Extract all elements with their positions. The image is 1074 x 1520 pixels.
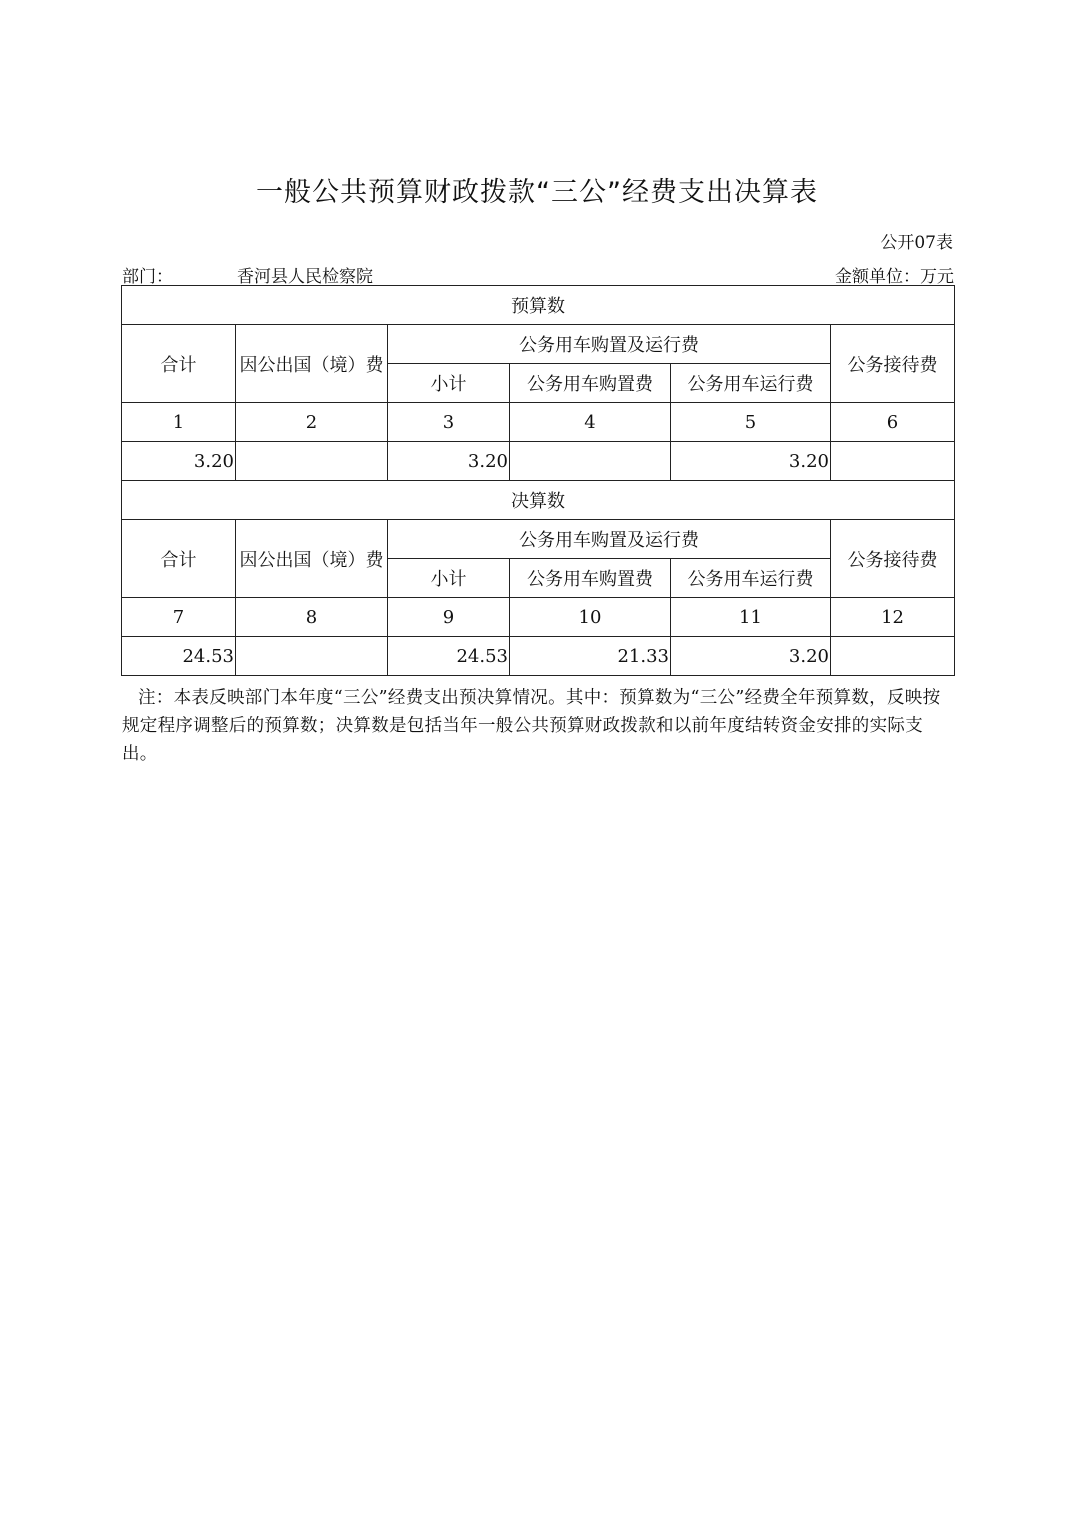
page-title: 一般公共预算财政拨款“三公”经费支出决算表 xyxy=(256,177,818,208)
final-index-row xyxy=(122,598,955,637)
final-section-row xyxy=(122,481,955,520)
index-cell: 4 xyxy=(510,403,671,442)
index-cell: 1 xyxy=(122,403,236,442)
budget-col-subtotal: 小计 xyxy=(388,364,510,403)
index-cell: 8 xyxy=(236,598,388,637)
budget-col-running: 公务用车运行费 xyxy=(671,364,831,403)
index-cell: 9 xyxy=(388,598,510,637)
final-col-reception: 公务接待费 xyxy=(831,520,955,598)
value-cell xyxy=(831,637,955,676)
value-cell: 24.53 xyxy=(122,637,236,676)
final-col-vehicle-group: 公务用车购置及运行费 xyxy=(388,520,831,559)
budget-col-total: 合计 xyxy=(122,325,236,403)
budget-col-vehicle-group: 公务用车购置及运行费 xyxy=(388,325,831,364)
value-cell: 21.33 xyxy=(510,637,671,676)
budget-value-row xyxy=(122,442,955,481)
final-col-subtotal: 小计 xyxy=(388,559,510,598)
index-cell: 7 xyxy=(122,598,236,637)
final-section-label: 决算数 xyxy=(122,481,955,520)
value-cell xyxy=(831,442,955,481)
index-cell: 11 xyxy=(671,598,831,637)
department-name: 香河县人民检察院 xyxy=(237,267,373,287)
value-cell xyxy=(510,442,671,481)
budget-col-reception: 公务接待费 xyxy=(831,325,955,403)
footnote: 注：本表反映部门本年度“三公”经费支出预决算情况。其中：预算数为“三公”经费全年预算数，反映按规定程序调整后的预算数；决算数是包括当年一般公共预算财政拨款和以前年度结转资金安排的实际支出。 xyxy=(122,688,941,764)
value-cell: 3.20 xyxy=(388,442,510,481)
value-cell: 3.20 xyxy=(122,442,236,481)
index-cell: 6 xyxy=(831,403,955,442)
budget-col-purchase: 公务用车购置费 xyxy=(510,364,671,403)
index-cell: 12 xyxy=(831,598,955,637)
final-col-abroad: 因公出国（境）费 xyxy=(236,520,388,598)
index-cell: 10 xyxy=(510,598,671,637)
final-col-running: 公务用车运行费 xyxy=(671,559,831,598)
final-header-row-1 xyxy=(122,520,955,559)
budget-index-row xyxy=(122,403,955,442)
final-col-total: 合计 xyxy=(122,520,236,598)
budget-section-row xyxy=(122,286,955,325)
value-cell xyxy=(236,637,388,676)
budget-section-label: 预算数 xyxy=(122,286,955,325)
value-cell: 3.20 xyxy=(671,637,831,676)
value-cell: 3.20 xyxy=(671,442,831,481)
index-cell: 5 xyxy=(671,403,831,442)
index-cell: 2 xyxy=(236,403,388,442)
budget-header-row-1 xyxy=(122,325,955,364)
value-cell xyxy=(236,442,388,481)
expense-table xyxy=(121,285,955,676)
form-number: 公开07表 xyxy=(880,233,953,253)
department-label: 部门： xyxy=(122,267,173,287)
final-value-row xyxy=(122,637,955,676)
amount-unit: 金额单位：万元 xyxy=(835,267,954,287)
final-col-purchase: 公务用车购置费 xyxy=(510,559,671,598)
budget-col-abroad: 因公出国（境）费 xyxy=(236,325,388,403)
header-meta xyxy=(122,262,954,287)
value-cell: 24.53 xyxy=(388,637,510,676)
index-cell: 3 xyxy=(388,403,510,442)
